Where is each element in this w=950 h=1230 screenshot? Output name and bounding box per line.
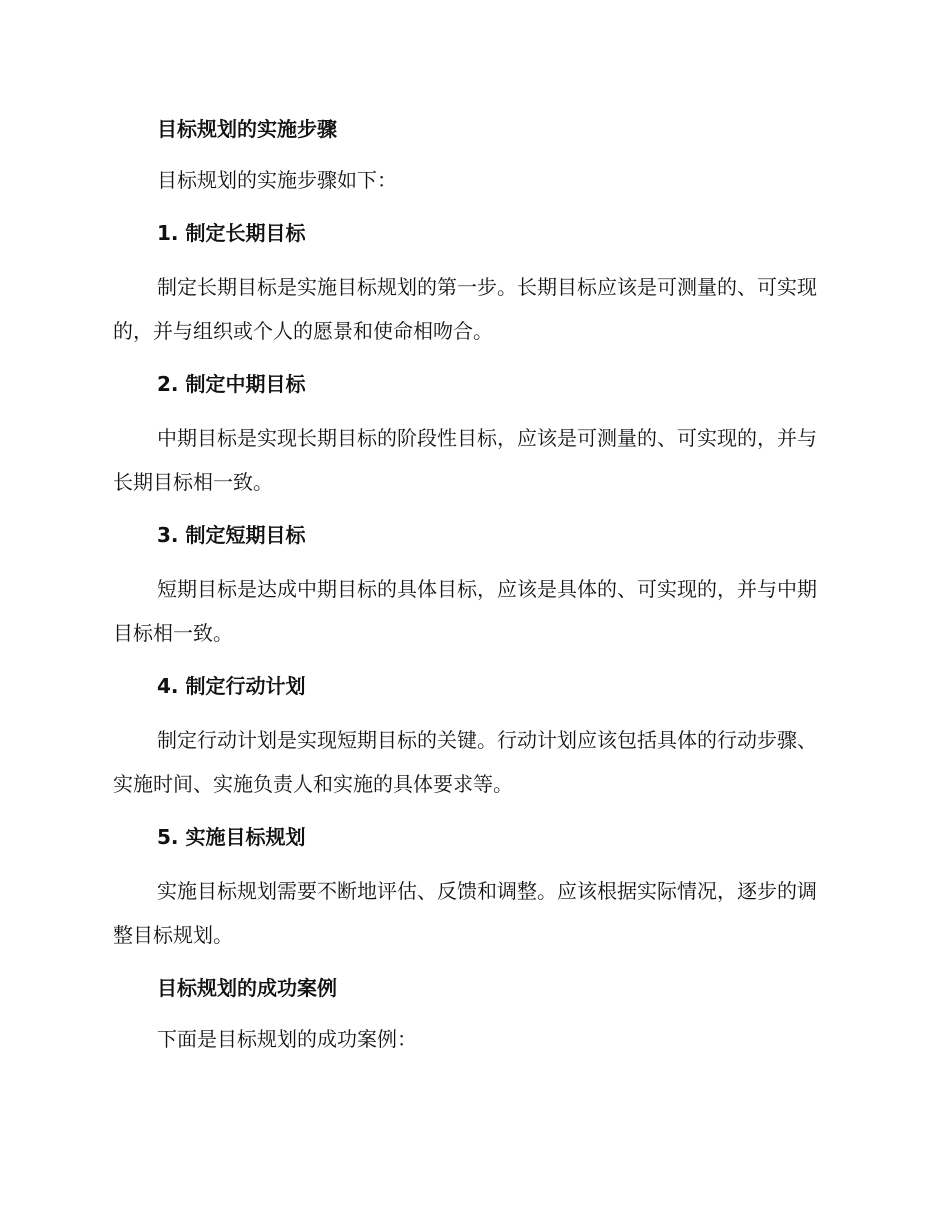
- section-heading-implementation-steps: 目标规划的实施步骤: [157, 117, 337, 141]
- section-intro-success-cases: 下面是目标规划的成功案例：: [157, 1027, 417, 1051]
- step-body-3: 短期目标是达成中期目标的具体目标，应该是具体的、可实现的，并与中期目标相一致。: [113, 577, 817, 645]
- step-body-5: 实施目标规划需要不断地评估、反馈和调整。应该根据实际情况，逐步的调整目标规划。: [113, 879, 817, 947]
- section-intro-implementation-steps: 目标规划的实施步骤如下：: [157, 168, 397, 192]
- section-heading-success-cases: 目标规划的成功案例: [157, 976, 337, 1000]
- step-body-2: 中期目标是实现长期目标的阶段性目标，应该是可测量的、可实现的，并与长期目标相一致。: [113, 426, 817, 494]
- step-heading-2: 2. 制定中期目标: [157, 372, 306, 396]
- step-body-1: 制定长期目标是实施目标规划的第一步。长期目标应该是可测量的、可实现的，并与组织或个人的愿景和使命相吻合。: [113, 275, 817, 343]
- document-body: [113, 112, 831, 1061]
- step-heading-5: 5. 实施目标规划: [157, 825, 306, 849]
- step-heading-4: 4. 制定行动计划: [157, 674, 306, 698]
- step-heading-1: 1. 制定长期目标: [157, 221, 306, 245]
- step-body-4: 制定行动计划是实现短期目标的关键。行动计划应该包括具体的行动步骤、实施时间、实施负责人和实施的具体要求等。: [113, 728, 817, 796]
- step-heading-3: 3. 制定短期目标: [157, 523, 306, 547]
